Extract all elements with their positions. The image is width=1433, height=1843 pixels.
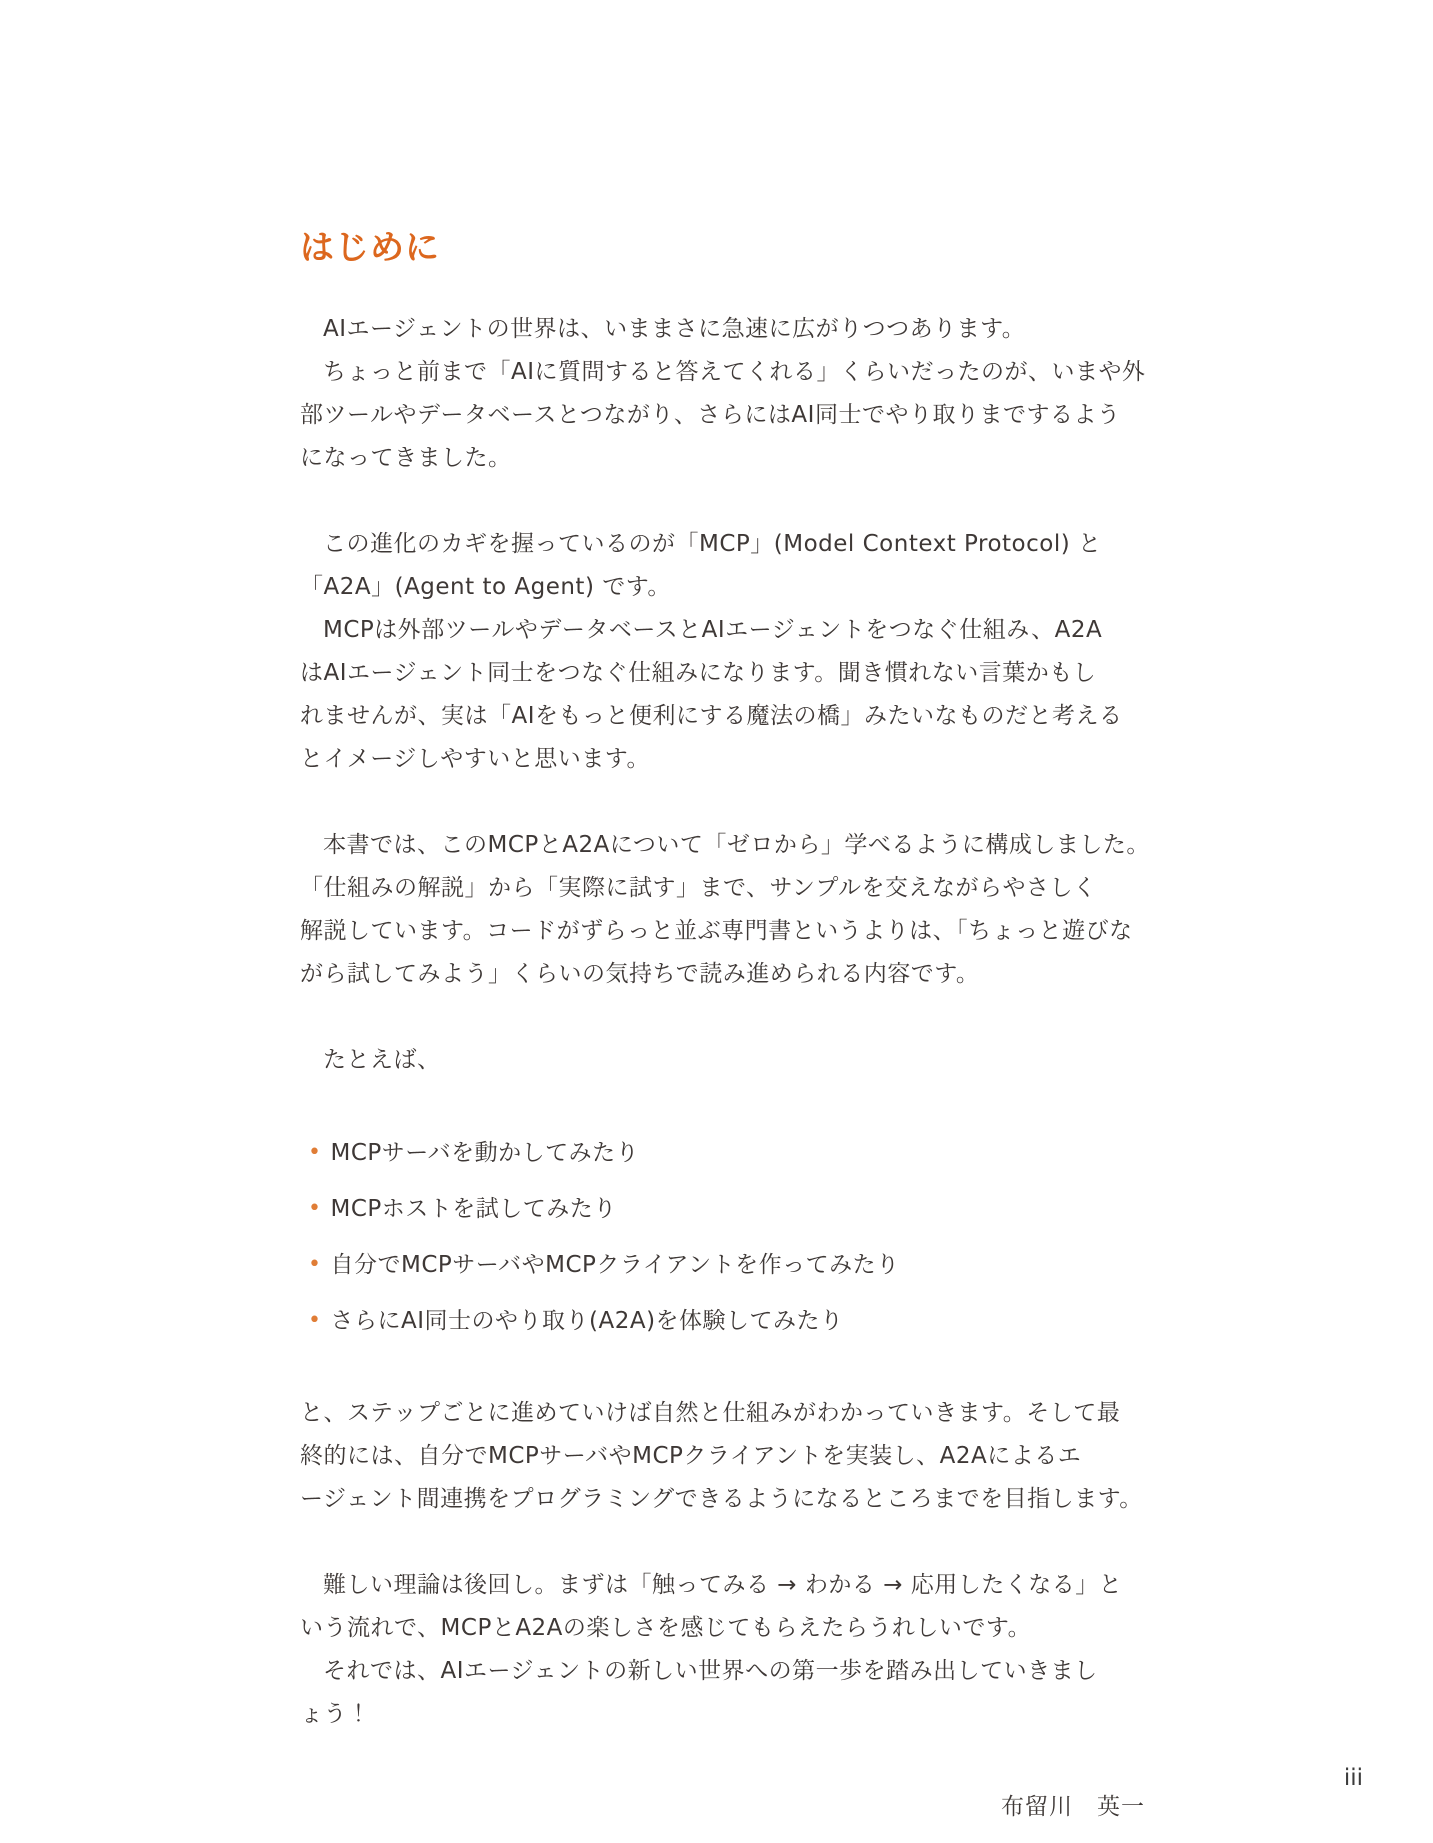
text-line: それでは、AIエージェントの新しい世界への第一歩を踏み出していきまし [323, 1658, 1098, 1684]
text-line: がら試してみよう」くらいの気持ちで読み進められる内容です。 [300, 961, 980, 987]
text-line: とイメージしやすいと思います。 [300, 746, 650, 772]
text-line: 難しい理論は後回し。まずは「触ってみる → わかる → 応用したくなる」と [323, 1572, 1123, 1598]
text-line: と、ステップごとに進めていけば自然と仕組みがわかっていきます。そして最 [300, 1400, 1121, 1426]
bullet-icon: • [308, 1196, 322, 1221]
bullet-icon: • [308, 1252, 322, 1277]
page-title: はじめに [300, 228, 440, 268]
text-line: いう流れで、MCPとA2Aの楽しさを感じてもらえたらうれしいです。 [300, 1615, 1032, 1641]
paragraph [300, 1392, 1145, 1521]
paragraph [300, 523, 1145, 609]
list-item-label: さらにAI同士のやり取り(A2A)を体験してみたり [330, 1308, 844, 1334]
list-item [308, 1293, 1145, 1349]
bullet-icon: • [308, 1140, 322, 1165]
paragraph [300, 351, 1145, 480]
text-line: 部ツールやデータベースとつながり、さらにはAI同士でやり取りまでするよう [300, 402, 1121, 428]
paragraph [300, 308, 1145, 351]
paragraph [300, 1039, 1145, 1082]
text-line: になってきました。 [300, 445, 512, 471]
list-item-label: MCPホストを試してみたり [330, 1196, 617, 1222]
page-content [300, 228, 1150, 1829]
text-line: ちょっと前まで「AIに質問すると答えてくれる」くらいだったのが、いまや外 [323, 359, 1146, 385]
text-line: たとえば、 [323, 1047, 441, 1073]
text-line: ょう！ [300, 1701, 371, 1727]
text-line: はAIエージェント同士をつなぐ仕組みになります。聞き慣れない言葉かもし [300, 660, 1097, 686]
list-item [308, 1125, 1145, 1181]
paragraph [300, 609, 1145, 781]
list-item-label: MCPサーバを動かしてみたり [330, 1140, 640, 1166]
text-line: AIエージェントの世界は、いままさに急速に広がりつつあります。 [323, 316, 1026, 342]
text-line: 終的には、自分でMCPサーバやMCPクライアントを実装し、A2Aによるエ [300, 1443, 1082, 1469]
text-line: 本書では、このMCPとA2Aについて「ゼロから」学べるように構成しました。 [323, 832, 1150, 858]
paragraph [300, 1564, 1145, 1650]
page-number: iii [1343, 1765, 1363, 1791]
text-line: ージェント間連携をプログラミングできるようになるところまでを目指します。 [300, 1486, 1143, 1512]
text-line: MCPは外部ツールやデータベースとAIエージェントをつなぐ仕組み、A2A [323, 617, 1103, 643]
list-item-label: 自分でMCPサーバやMCPクライアントを作ってみたり [330, 1252, 900, 1278]
paragraph [300, 1650, 1145, 1736]
text-line: 「仕組みの解説」から「実際に試す」まで、サンプルを交えながらやさしく [300, 875, 1097, 901]
paragraph [300, 824, 1150, 996]
list-item [308, 1181, 1145, 1237]
text-line: この進化のカギを握っているのが「MCP」(Model Context Protocol) と [323, 531, 1102, 557]
text-line: れませんが、実は「AIをもっと便利にする魔法の橋」みたいなものだと考える [300, 703, 1123, 729]
feature-list [300, 1125, 1145, 1349]
list-item [308, 1237, 1145, 1293]
text-line: 「A2A」(Agent to Agent) です。 [300, 574, 671, 600]
text-line: 解説しています。コードがずらっと並ぶ専門書というよりは、「ちょっと遊びな [300, 918, 1133, 944]
bullet-icon: • [308, 1308, 322, 1333]
author-name: 布留川 英一 [1001, 1794, 1145, 1820]
